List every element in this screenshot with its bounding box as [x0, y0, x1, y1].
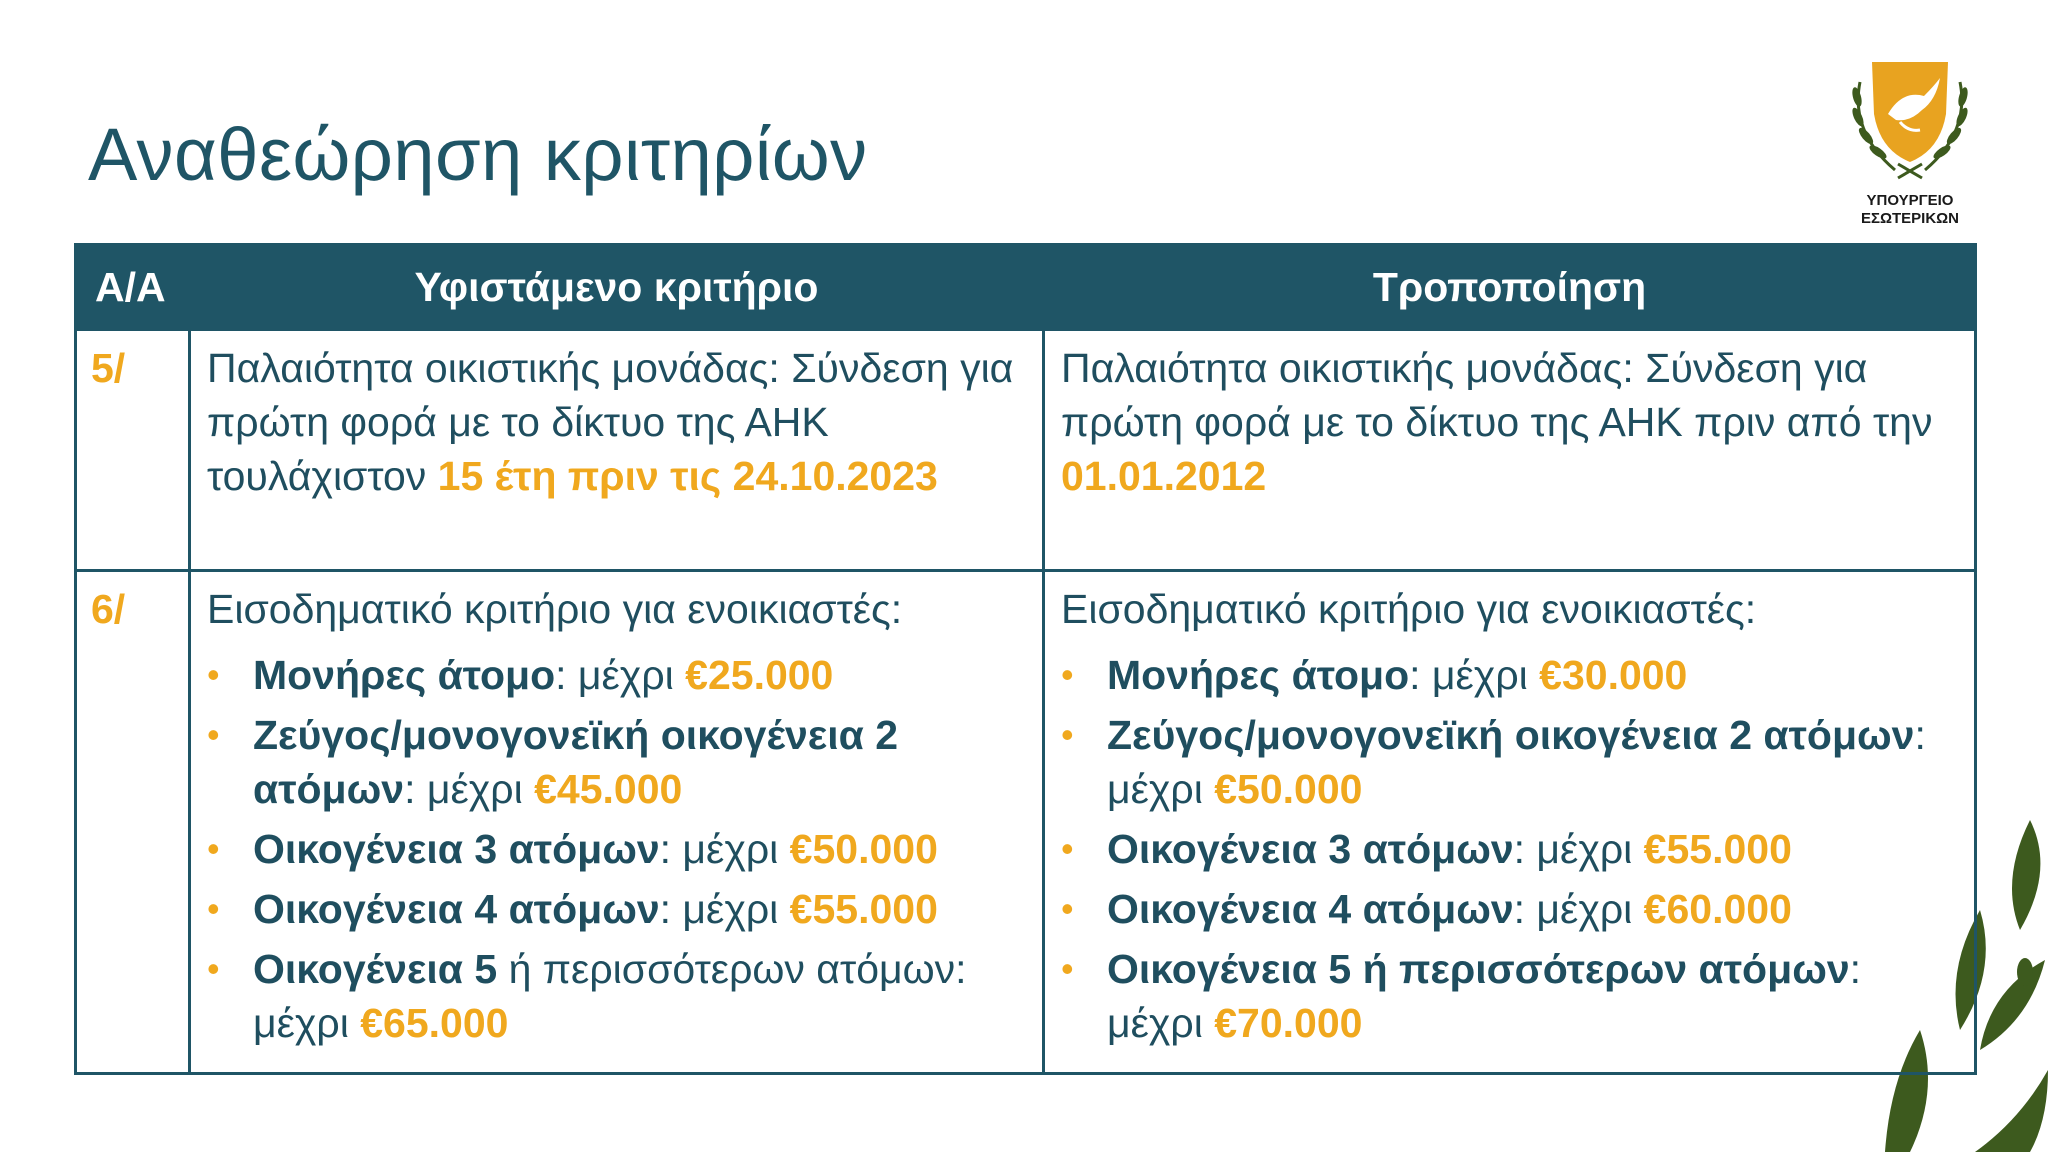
- list-item: • Οικογένεια 4 ατόμων: μέχρι €55.000: [207, 882, 1028, 936]
- amendment-cell: [1044, 330, 1976, 571]
- list-item: • Οικογένεια 4 ατόμων: μέχρι €60.000: [1061, 882, 1960, 936]
- criterion-highlight: 15 έτη πριν τις 24.10.2023: [437, 453, 938, 499]
- list-item: • Οικογένεια 5 ή περισσότερων ατόμων: μέχρι €70.000: [1061, 942, 1960, 1050]
- list-item: • Οικογένεια 3 ατόμων: μέχρι €50.000: [207, 822, 1028, 876]
- header-existing: Υφιστάμενο κριτήριο: [190, 245, 1044, 330]
- list-item: • Μονήρες άτομο: μέχρι €25.000: [207, 648, 1028, 702]
- income-list: [207, 648, 1028, 1050]
- list-item: • Ζεύγος/μονογονεϊκή οικογένεια 2 ατόμων: μέχρι €45.000: [207, 708, 1028, 816]
- list-item: • Ζεύγος/μονογονεϊκή οικογένεια 2 ατόμων: μέχρι €50.000: [1061, 708, 1960, 816]
- criterion-intro: Εισοδηματικό κριτήριο για ενοικιαστές:: [1061, 586, 1757, 632]
- criterion-intro: Εισοδηματικό κριτήριο για ενοικιαστές:: [207, 586, 903, 632]
- row-number: 5/: [76, 330, 190, 571]
- existing-criterion-cell: [190, 571, 1044, 1074]
- list-item: • Οικογένεια 5 ή περισσότερων ατόμων: μέχρι €65.000: [207, 942, 1028, 1050]
- logo-line-1: ΥΠΟΥΡΓΕΙΟ: [1866, 192, 1954, 209]
- criterion-text: Παλαιότητα οικιστικής μονάδας: Σύνδεση για πρώτη φορά με το δίκτυο της ΑΗΚ πριν από την: [1061, 345, 1933, 445]
- table-row: [76, 571, 1976, 1074]
- table-header-row: [76, 245, 1976, 330]
- header-aa: Α/Α: [76, 245, 190, 330]
- list-item: • Μονήρες άτομο: μέχρι €30.000: [1061, 648, 1960, 702]
- ministry-logo: [1840, 52, 1980, 232]
- list-item: • Οικογένεια 3 ατόμων: μέχρι €55.000: [1061, 822, 1960, 876]
- criteria-table: [74, 243, 1977, 1075]
- income-list: [1061, 648, 1960, 1050]
- table-row: [76, 330, 1976, 571]
- row-number: 6/: [76, 571, 190, 1074]
- coat-of-arms-icon: [1840, 52, 1980, 192]
- criterion-text: Παλαιότητα οικιστικής μονάδας: Σύνδεση για πρώτη φορά με το δίκτυο της ΑΗΚ τουλάχιστον: [207, 345, 1014, 499]
- criterion-highlight: 01.01.2012: [1061, 453, 1267, 499]
- amendment-cell: [1044, 571, 1976, 1074]
- header-amendment: Τροποποίηση: [1044, 245, 1976, 330]
- page-title: Αναθεώρηση κριτηρίων: [88, 113, 868, 196]
- logo-line-2: ΕΣΩΤΕΡΙΚΩΝ: [1860, 210, 1960, 227]
- existing-criterion-cell: [190, 330, 1044, 571]
